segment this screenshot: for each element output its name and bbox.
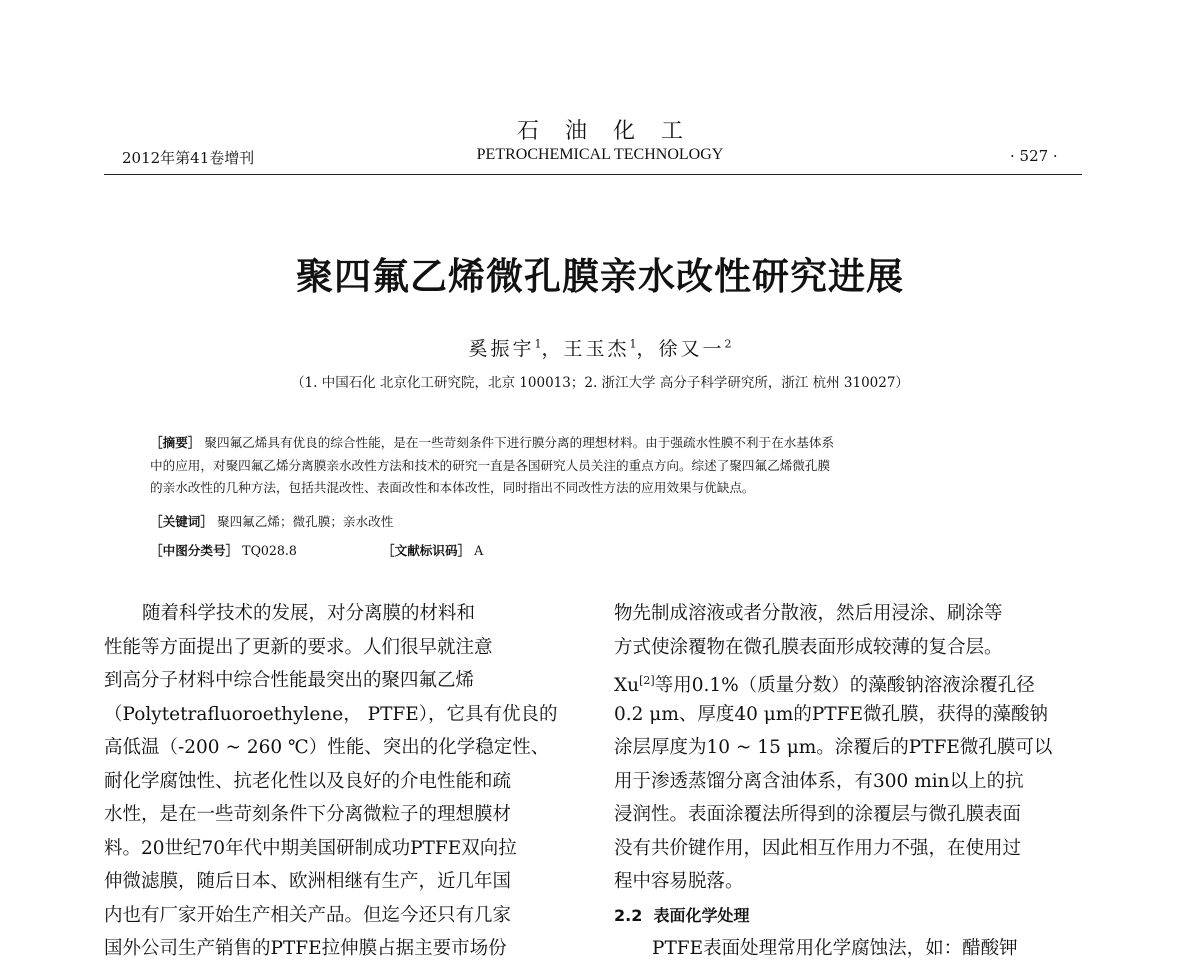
body-line: 涂层厚度为10 ~ 15 μm。涂覆后的PTFE微孔膜可以 xyxy=(614,737,1053,758)
body-line: 性能等方面提出了更新的要求。人们很早就注意 xyxy=(104,636,493,658)
body-line: 物先制成溶液或者分散液，然后用浸涂、刷涂等 xyxy=(614,603,1003,624)
doc-code-label: ［文献标识码］ xyxy=(382,543,471,558)
body-line: 国外公司生产销售的PTFE拉伸膜占据主要市场份 xyxy=(104,938,507,959)
author-separator: ， xyxy=(541,338,564,360)
journal-title-en: PETROCHEMICAL TECHNOLOGY xyxy=(476,146,724,163)
abstract-line: 的亲水改性的几种方法，包括共混改性、表面改性和本体改性，同时指出不同改性方法的应用效果与优缺点。 xyxy=(150,480,755,495)
body-line: 用于渗透蒸馏分离含油体系，有300 min以上的抗 xyxy=(614,770,1024,792)
section-number: 2.2 xyxy=(614,905,643,925)
author-sup: 2 xyxy=(724,337,732,351)
body-line: 耐化学腐蚀性、抗老化性以及良好的介电性能和疏 xyxy=(104,770,512,792)
author-name: 奚振宇 xyxy=(468,338,535,360)
author-list xyxy=(0,334,1200,361)
body-line: 没有共价键作用，因此相互作用力不强，在使用过 xyxy=(614,837,1022,859)
body-column-right xyxy=(614,597,1084,966)
body-line: PTFE表面处理常用化学腐蚀法，如：醋酸钾 xyxy=(652,938,1018,959)
body-line: 程中容易脱落。 xyxy=(614,871,744,892)
body-line: （Polytetrafluoroethylene， PTFE），它具有优良的 xyxy=(104,703,558,725)
body-line: 高低温（-200 ~ 260 ℃）性能、突出的化学稳定性、 xyxy=(104,737,550,758)
author-sup: 1 xyxy=(629,337,637,351)
author-name: 徐又一 xyxy=(658,338,725,360)
body-line: 0.2 μm、厚度40 μm的PTFE微孔膜，获得的藻酸钠 xyxy=(614,703,1048,725)
author-name: 王玉杰 xyxy=(563,338,630,360)
body-line: 料。20世纪70年代中期美国研制成功PTFE双向拉 xyxy=(104,837,517,859)
keywords-label: ［关键词］ xyxy=(150,514,213,529)
clc-label: ［中图分类号］ xyxy=(150,543,239,558)
body-line: 水性，是在一些苛刻条件下分离微粒子的理想膜材 xyxy=(104,804,512,825)
issue-label: 2012年第41卷增刊 xyxy=(122,149,255,167)
abstract-line: 中的应用，对聚四氟乙烯分离膜亲水改性方法和技术的研究一直是各国研究人员关注的重点方向。综述了聚四氟乙烯微孔膜 xyxy=(150,457,831,473)
doc-code: A xyxy=(474,543,484,558)
header-rule xyxy=(104,174,1082,175)
abstract-block xyxy=(150,432,1050,500)
section-title: 表面化学处理 xyxy=(653,905,750,925)
body-line: Xu[2]等用0.1%（质量分数）的藻酸钠溶液涂覆孔径 xyxy=(614,674,1035,696)
abstract-label: ［摘要］ xyxy=(150,435,201,450)
clc-code: TQ028.8 xyxy=(242,543,297,558)
body-line: 内也有厂家开始生产相关产品。但迄今还只有几家 xyxy=(104,904,512,926)
affiliation: （1. 中国石化 北京化工研究院，北京 100013；2. 浙江大学 高分子科学研究所，浙江 杭州 310027） xyxy=(291,375,909,391)
journal-title-cn: 石油化工 xyxy=(516,119,709,144)
doc-code-line xyxy=(382,540,483,559)
body-line: 浸润性。表面涂覆法所得到的涂覆层与微孔膜表面 xyxy=(614,804,1022,825)
body-line: 伸微滤膜，随后日本、欧洲相继有生产，近几年国 xyxy=(104,871,512,892)
abstract-line: ［摘要］ 聚四氟乙烯具有优良的综合性能，是在一些苛刻条件下进行膜分离的理想材料。由于强疏水性膜不利于在水基体系 xyxy=(150,435,835,450)
keywords-line xyxy=(150,511,393,530)
classification-line xyxy=(150,540,297,559)
author-sup: 1 xyxy=(534,337,542,351)
keywords-text: 聚四氟乙烯；微孔膜；亲水改性 xyxy=(216,514,394,529)
section-heading xyxy=(614,899,1084,933)
body-line: 方式使涂覆物在微孔膜表面形成较薄的复合层。 xyxy=(614,636,1003,658)
body-line: 到高分子材料中综合性能最突出的聚四氟乙烯 xyxy=(104,670,475,691)
citation-ref: [2] xyxy=(639,674,655,687)
article-title: 聚四氟乙烯微孔膜亲水改性研究进展 xyxy=(296,255,904,298)
body-line: 随着科学技术的发展，对分离膜的材料和 xyxy=(142,603,476,624)
body-column-left xyxy=(104,597,574,966)
page-number: · 527 · xyxy=(1010,147,1058,165)
author-separator: ， xyxy=(636,338,659,360)
